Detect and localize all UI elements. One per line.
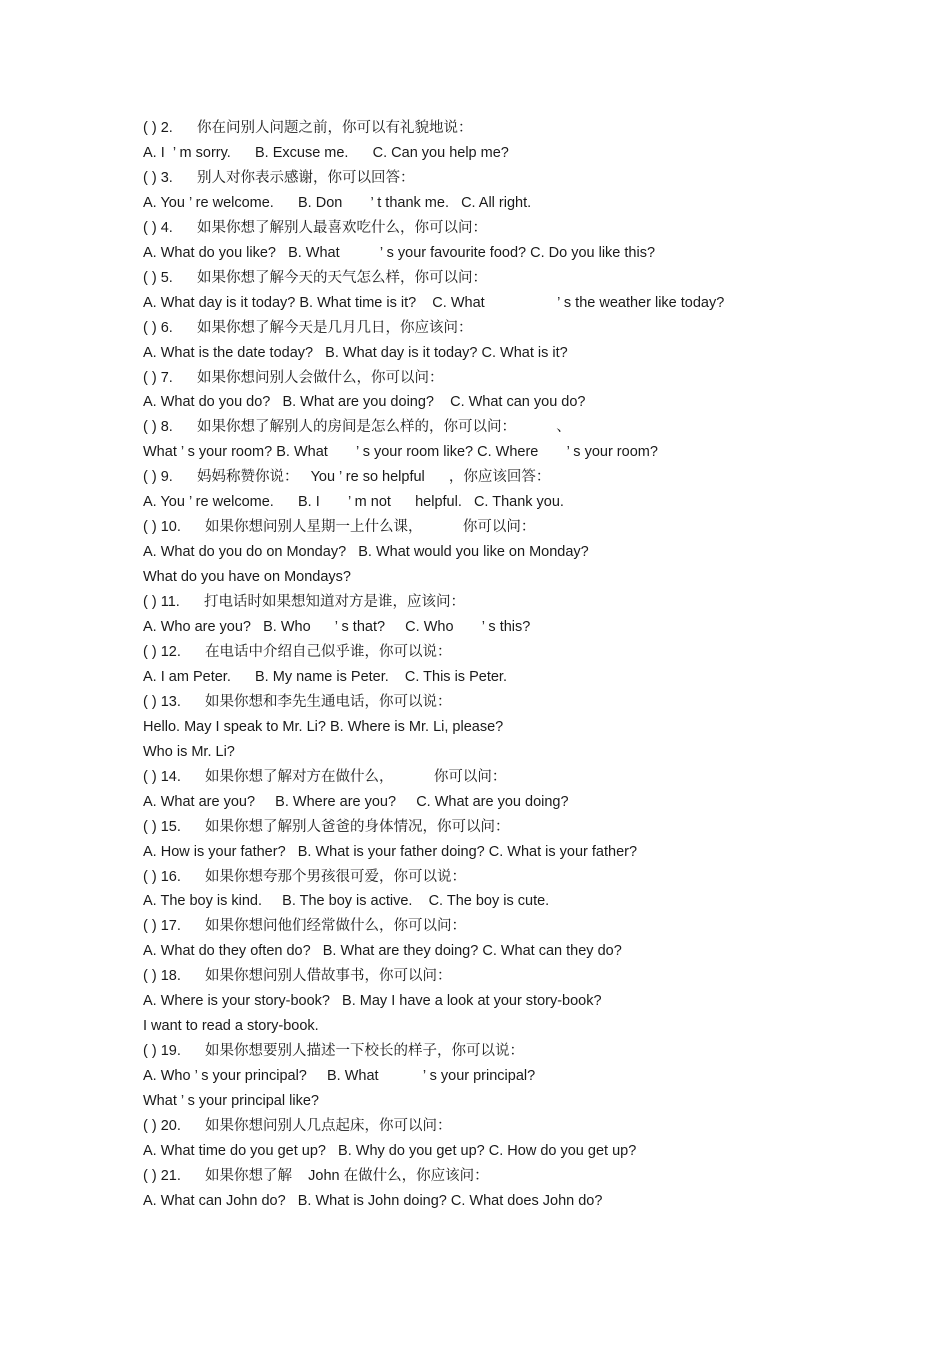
question-line: ( ) 7. 如果你想问别人会做什么，你可以问： bbox=[143, 369, 444, 386]
answer-line: A. What time do you get up? B. Why do you get up? C. How do you get up? bbox=[143, 1142, 637, 1159]
question-line: ( ) 21. 如果你想了解 John 在做什么，你应该问： bbox=[143, 1167, 489, 1184]
answer-line: A. What day is it today? B. What time is it? C. What ’ s the weather like today? bbox=[143, 294, 725, 311]
answer-line: A. What do they often do? B. What are they doing? C. What can they do? bbox=[143, 943, 622, 960]
answer-line: A. What do you like? B. What ’ s your favourite food? C. Do you like this? bbox=[143, 244, 656, 261]
answer-line: I want to read a story-book. bbox=[143, 1018, 319, 1035]
answer-line: A. Who ’ s your principal? B. What ’ s your principal? bbox=[143, 1068, 536, 1085]
question-line: ( ) 6. 如果你想了解今天是几月几日，你应该问： bbox=[143, 319, 473, 336]
answer-line: A. Where is your story-book? B. May I have a look at your story-book? bbox=[143, 993, 602, 1010]
question-line: ( ) 20. 如果你想问别人几点起床，你可以问： bbox=[143, 1118, 452, 1134]
question-line: ( ) 17. 如果你想问他们经常做什么，你可以问： bbox=[143, 918, 467, 935]
answer-line: What do you have on Mondays? bbox=[143, 569, 351, 586]
answer-line: A. I ’ m sorry. B. Excuse me. C. Can you help me? bbox=[143, 144, 509, 161]
answer-line: A. You ’ re welcome. B. Don ’ t thank me. C. All right. bbox=[143, 194, 532, 211]
question-line: ( ) 3. 别人对你表示感谢，你可以回答： bbox=[143, 169, 415, 186]
answer-line: A. How is your father? B. What is your father doing? C. What is your father? bbox=[143, 843, 638, 860]
answer-line: A. Who are you? B. Who ’ s that? C. Who ’ s this? bbox=[143, 619, 531, 635]
answer-line: A. What is the date today? B. What day is it today? C. What is it? bbox=[143, 344, 568, 361]
question-line: ( ) 13. 如果你想和李先生通电话，你可以说： bbox=[143, 693, 452, 710]
question-line: ( ) 4. 如果你想了解别人最喜欢吃什么，你可以问： bbox=[143, 219, 487, 236]
answer-line: A. The boy is kind. B. The boy is active. C. The boy is cute. bbox=[143, 893, 550, 910]
answer-line: A. What do you do? B. What are you doing? C. What can you do? bbox=[143, 394, 586, 411]
answer-line: What ’ s your room? B. What ’ s your room like? C. Where ’ s your room? bbox=[143, 444, 658, 461]
question-line: ( ) 10. 如果你想问别人星期一上什么课， 你可以问： bbox=[143, 519, 536, 536]
question-line: ( ) 12. 在电话中介绍自己似乎谁，你可以说： bbox=[143, 643, 452, 660]
question-line: ( ) 5. 如果你想了解今天的天气怎么样，你可以问： bbox=[143, 269, 487, 286]
answer-line: A. What do you do on Monday? B. What would you like on Monday? bbox=[143, 544, 589, 561]
answer-line: A. What can John do? B. What is John doing? C. What does John do? bbox=[143, 1192, 603, 1209]
question-line: ( ) 9. 妈妈称赞你说： You ’ re so helpful ，你应该回答： bbox=[143, 469, 551, 486]
answer-line: A. You ’ re welcome. B. I ’ m not helpful. C. Thank you. bbox=[143, 494, 564, 511]
question-line: ( ) 8. 如果你想了解别人的房间是怎么样的，你可以问： 、 bbox=[143, 419, 571, 436]
question-line: ( ) 11. 打电话时如果想知道对方是谁，应该问： bbox=[143, 594, 465, 611]
question-line: ( ) 16. 如果你想夸那个男孩很可爱，你可以说： bbox=[143, 868, 467, 885]
answer-line: Who is Mr. Li? bbox=[143, 743, 235, 760]
answer-line: A. What are you? B. Where are you? C. What are you doing? bbox=[143, 793, 569, 810]
question-line: ( ) 19. 如果你想要别人描述一下校长的样子，你可以说： bbox=[143, 1043, 525, 1060]
answer-line: Hello. May I speak to Mr. Li? B. Where is Mr. Li, please? bbox=[143, 718, 504, 735]
question-line: ( ) 18. 如果你想问别人借故事书，你可以问： bbox=[143, 968, 452, 985]
question-line: ( ) 15. 如果你想了解别人爸爸的身体情况，你可以问： bbox=[143, 818, 510, 835]
answer-line: A. I am Peter. B. My name is Peter. C. This is Peter. bbox=[143, 668, 507, 685]
answer-line: What ’ s your principal like? bbox=[143, 1093, 319, 1110]
question-line: ( ) 2. 你在问别人问题之前，你可以有礼貌地说： bbox=[143, 120, 473, 136]
question-line: ( ) 14. 如果你想了解对方在做什么， 你可以问： bbox=[143, 768, 507, 785]
